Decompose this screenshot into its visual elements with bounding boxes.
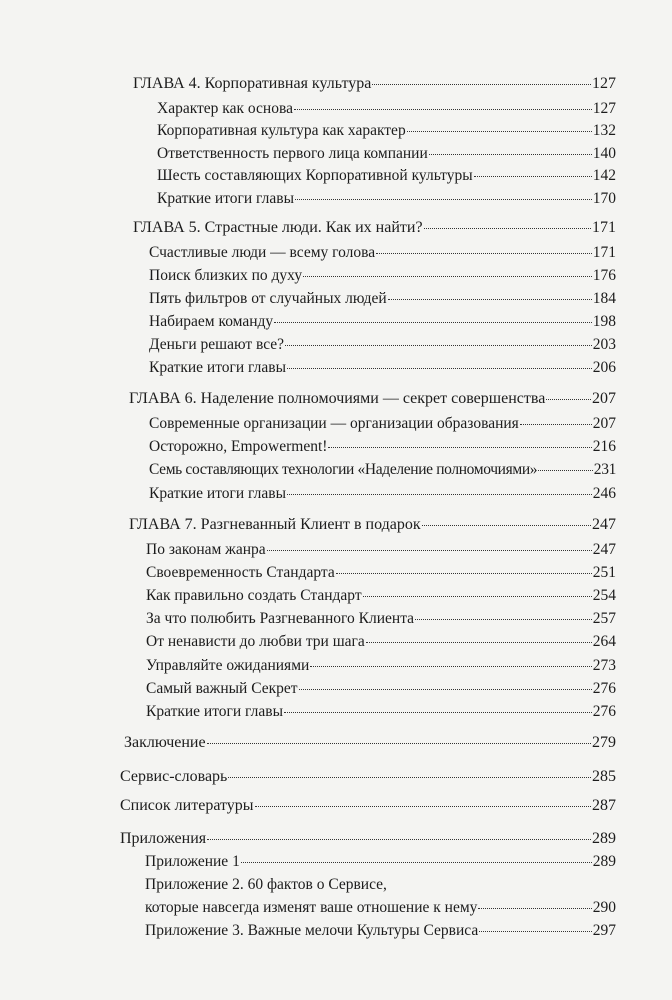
dot-leader: [478, 908, 591, 909]
dot-leader: [274, 322, 592, 323]
dot-leader: [207, 839, 591, 840]
dot-leader: [520, 424, 592, 425]
toc-entry-title: Краткие итоги главы: [149, 359, 286, 376]
toc-entry-title: Современные организации — организации образования: [149, 415, 519, 432]
toc-entry-title: Краткие итоги главы: [157, 190, 294, 207]
toc-entry: [157, 144, 616, 164]
dot-leader: [294, 109, 592, 110]
toc-page-number: 247: [592, 516, 616, 533]
toc-page-number: 176: [592, 267, 616, 284]
dot-leader: [267, 550, 592, 551]
toc-page-number: 285: [592, 768, 616, 785]
toc-entry: [149, 484, 616, 504]
toc-entry-title: По законам жанра: [146, 541, 266, 558]
dot-leader: [328, 447, 591, 448]
toc-entry: [146, 679, 616, 699]
toc-appendices: [120, 829, 616, 849]
toc-entry-title: Шесть составляющих Корпоративной культуры: [157, 167, 473, 184]
toc-chapter-7: [129, 515, 616, 535]
toc-page-number: 203: [592, 336, 616, 353]
dot-leader: [424, 228, 591, 229]
toc-appendix-3: [145, 921, 616, 941]
dot-leader: [407, 131, 592, 132]
toc-entry: [146, 632, 616, 652]
toc-references: [120, 796, 616, 816]
toc-page-number: 297: [592, 922, 616, 939]
dot-leader: [207, 743, 591, 744]
toc-entry-title: Набираем команду: [149, 313, 274, 330]
dot-leader: [295, 199, 592, 200]
dot-leader: [366, 642, 592, 643]
toc-page-number: 206: [592, 359, 616, 376]
toc-entry-title: Деньги решают все?: [149, 336, 285, 353]
toc-page-number: 198: [592, 313, 616, 330]
toc-glossary: [120, 767, 616, 787]
toc-entry: [157, 99, 616, 119]
toc-entry-title: ГЛАВА 5. Страстные люди. Как их найти?: [133, 219, 423, 236]
toc-entry-title: Семь составляющих технологии «Наделение полномочиями»: [149, 461, 538, 478]
toc-entry-title: ГЛАВА 7. Разгневанный Клиент в подарок: [129, 516, 421, 533]
toc-page-number: 231: [593, 461, 616, 478]
toc-entry-title: Самый важный Секрет: [146, 680, 298, 697]
toc-page-number: 276: [592, 703, 616, 720]
toc-entry: [149, 437, 616, 457]
dot-leader: [422, 525, 591, 526]
dot-leader: [303, 276, 592, 277]
toc-page-number: 207: [592, 415, 616, 432]
toc-page-number: 247: [592, 541, 616, 558]
toc-appendix-2: [145, 898, 616, 918]
toc-entry: [149, 335, 616, 355]
dot-leader: [336, 573, 592, 574]
toc-page-number: 207: [592, 390, 616, 407]
toc-entry: [146, 563, 616, 583]
toc-entry: [146, 702, 616, 722]
toc-page-number: 273: [592, 657, 616, 674]
toc-page-number: 132: [592, 122, 616, 139]
toc-entry: [146, 540, 616, 560]
toc-entry-title: Краткие итоги главы: [146, 703, 283, 720]
toc-entry-title: Список литературы: [120, 797, 254, 814]
toc-appendix-1: [145, 852, 616, 872]
dot-leader: [376, 253, 592, 254]
dot-leader: [372, 84, 591, 85]
toc-entry: [149, 460, 616, 480]
toc-page-number: 171: [592, 219, 616, 236]
dot-leader: [363, 596, 592, 597]
toc-page-number: 289: [592, 853, 616, 870]
toc-page-number: 251: [592, 564, 616, 581]
toc-entry-title: которые навсегда изменят ваше отношение к нему: [145, 899, 478, 916]
toc-appendix-2-title-line1: Приложение 2. 60 фактов о Сервисе,: [145, 876, 387, 893]
toc-entry-title: ГЛАВА 4. Корпоративная культура: [133, 75, 372, 92]
toc-page-number: 276: [592, 680, 616, 697]
toc-entry-title: Пять фильтров от случайных людей: [149, 290, 387, 307]
dot-leader: [546, 399, 591, 400]
toc-entry: [149, 312, 616, 332]
toc-chapter-4: [133, 74, 616, 94]
dot-leader: [415, 619, 592, 620]
toc-entry-title: Как правильно создать Стандарт: [146, 587, 362, 604]
toc-page-number: 246: [592, 485, 616, 502]
dot-leader: [284, 712, 592, 713]
dot-leader: [474, 176, 592, 177]
toc-entry-title: Поиск близких по духу: [149, 267, 303, 284]
toc-entry: [149, 266, 616, 286]
toc-entry-title: Приложения: [120, 830, 207, 847]
toc-entry-title: Приложение 1: [145, 853, 240, 870]
dot-leader: [287, 368, 592, 369]
toc-entry-title: Сервис-словарь: [120, 768, 228, 785]
toc-page-number: 279: [592, 734, 616, 751]
toc-page-number: 264: [592, 633, 616, 650]
toc-entry-title: Корпоративная культура как характер: [157, 122, 406, 139]
toc-page-number: 171: [592, 244, 616, 261]
toc-page-number: 289: [592, 830, 616, 847]
toc-entry-title: Краткие итоги главы: [149, 485, 286, 502]
toc-page-number: 170: [592, 190, 616, 207]
toc-page-number: 127: [592, 100, 616, 117]
dot-leader: [255, 806, 591, 807]
toc-entry-title: За что полюбить Разгневанного Клиента: [146, 610, 415, 627]
dot-leader: [228, 777, 591, 778]
toc-entry-title: Приложение 3. Важные мелочи Культуры Сервиса: [145, 922, 479, 939]
dot-leader: [310, 666, 591, 667]
toc-entry-title: Ответственность первого лица компании: [157, 145, 428, 162]
dot-leader: [538, 470, 593, 471]
toc-page-number: 257: [592, 610, 616, 627]
toc-entry-title: Счастливые люди — всему голова: [149, 244, 376, 261]
toc-entry: [157, 121, 616, 141]
toc-page-number: 287: [592, 797, 616, 814]
toc-entry: [146, 609, 616, 629]
toc-page-number: 184: [592, 290, 616, 307]
toc-entry-title: Осторожно, Empowerment!: [149, 438, 328, 455]
toc-entry-title: Управляйте ожиданиями: [146, 657, 310, 674]
toc-entry-title: ГЛАВА 6. Наделение полномочиями — секрет совершенства: [129, 390, 546, 407]
dot-leader: [299, 689, 592, 690]
toc-conclusion: [124, 733, 616, 753]
toc-entry: [157, 166, 616, 186]
toc-entry: [149, 289, 616, 309]
dot-leader: [479, 931, 592, 932]
toc-entry: [146, 586, 616, 606]
toc-entry-title: Заключение: [124, 734, 206, 751]
toc-entry-title: От ненависти до любви три шага: [146, 633, 365, 650]
dot-leader: [287, 494, 592, 495]
toc-entry: [157, 189, 616, 209]
toc-page-number: 127: [592, 75, 616, 92]
toc-entry-title: Характер как основа: [157, 100, 293, 117]
toc-entry: [149, 243, 616, 263]
toc-chapter-6: [129, 389, 616, 409]
toc-chapter-5: [133, 218, 616, 238]
dot-leader: [388, 299, 592, 300]
toc-entry: [149, 414, 616, 434]
toc-page-number: 140: [592, 145, 616, 162]
dot-leader: [241, 862, 592, 863]
toc-entry: [149, 358, 616, 378]
toc-entry: [146, 656, 616, 676]
toc-page-number: 216: [592, 438, 616, 455]
toc-page-number: 290: [592, 899, 616, 916]
toc-page-number: 254: [592, 587, 616, 604]
dot-leader: [429, 154, 592, 155]
toc-entry-title: Своевременность Стандарта: [146, 564, 335, 581]
dot-leader: [285, 345, 592, 346]
toc-page-number: 142: [592, 167, 616, 184]
